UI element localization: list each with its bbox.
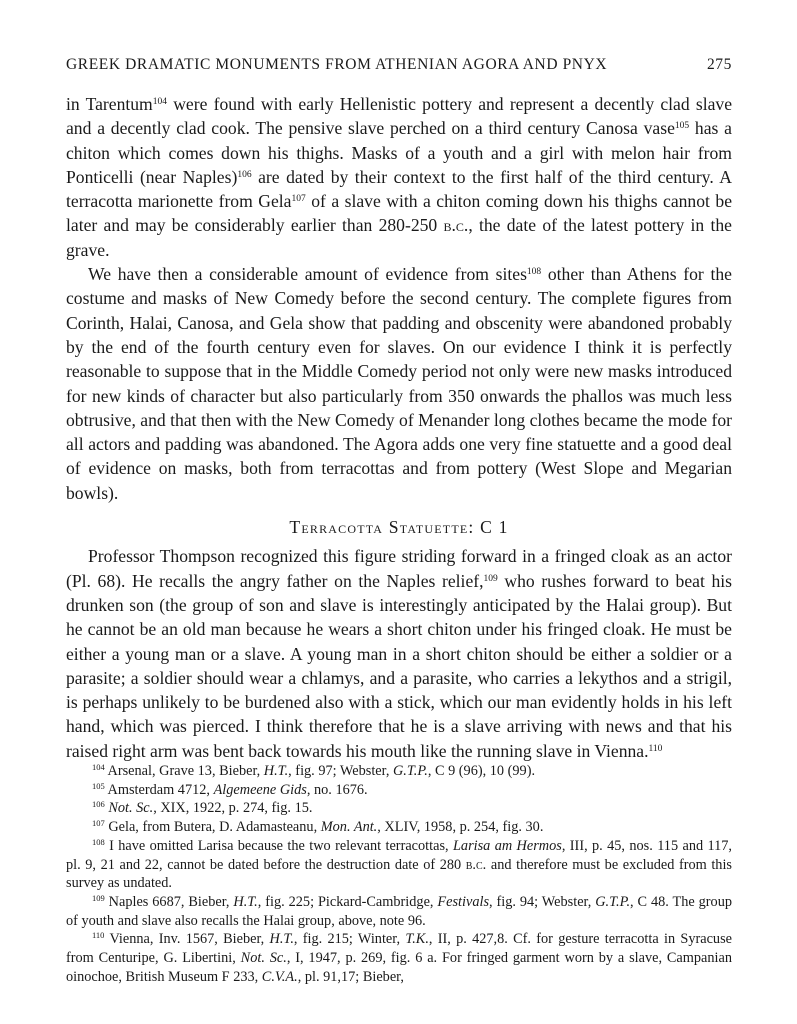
text-run: , fig. 97; Webster, <box>288 763 393 779</box>
footnote-105 <box>66 781 732 800</box>
section-heading: Terracotta Statuette: C 1 <box>289 517 509 538</box>
text-run: , the date of the latest pottery in the grave. <box>66 215 732 260</box>
text-run: Amsterdam 4712, <box>104 781 214 798</box>
text-run: other than Athens for the costume and masks of New Comedy before the second century. The complete figures from Corinth, Halai, Canosa, and Gela show that padding and obscenity were abandoned probably by the end of the fourth century even for slaves. On our evidence I think it is perfectly reasonable to suppose that in the Middle Comedy period not only were new masks introduced for new kinds of character but also particularly from 350 onwards the phallos was much less obtrusive, and that then with the New Comedy of Menander long clothes became the mode for all actors and padding was abandoned. The Agora adds one very fine statuette and a good deal of evidence on masks, both from terracottas and from pottery (West Slope and Megarian bowls). <box>66 264 732 503</box>
text-run: , I, 1947, p. 269, fig. 6 a. For fringed garment worn by a slave, Campanian oinochoe, British Museum F 233, <box>66 950 733 985</box>
citation-title: Algemeene Gids <box>213 781 307 798</box>
footnote-number: 105 <box>92 780 105 791</box>
text-run: Arsenal, Grave 13, Bieber, <box>104 763 264 779</box>
footnote-106 <box>66 799 732 818</box>
footnote-ref-110[interactable]: 110 <box>648 743 663 754</box>
text-run: who rushes forward to beat his drunken son (the group of son and slave is interestingly anticipated by the Halai group). But he cannot be an old man because he wears a short chiton under his fringed cloak. He must be either a young man or a slave. A young man in a short chiton should be either a soldier or a parasite; a soldier should wear a chlamys, and a parasite, who carries a lekythos and a strigil, is perhaps unlikely to be burdened also with a stick, which our man evidently holds in his left hand, which was pierced. I think therefore that he is a slave arriving with news and that his raised right arm was bent back towards his mouth like the running slave in Vienna. <box>66 570 732 761</box>
footnote-ref-106[interactable]: 106 <box>237 169 252 180</box>
citation-title: H.T. <box>233 893 258 910</box>
citation-title: Not. Sc. <box>240 950 287 967</box>
footnote-number: 107 <box>92 818 105 829</box>
text-run: , no. 1676. <box>306 781 368 798</box>
running-title: GREEK DRAMATIC MONUMENTS FROM ATHENIAN AGORA AND PNYX <box>66 56 608 73</box>
text-run: , fig. 225; Pickard-Cambridge, <box>257 893 438 910</box>
footnote-110 <box>66 930 732 986</box>
text-run: We have then a considerable amount of evidence from sites <box>88 264 527 285</box>
citation-title: T.K. <box>405 931 429 948</box>
text-run: were found with early Hellenistic pottery and represent a decently clad slave and a decently clad cook. The pensive slave perched on a third century Canosa vase <box>66 94 732 139</box>
citation-title: Larisa am Hermos <box>452 837 562 854</box>
citation-title: Festivals <box>437 893 490 910</box>
citation-title: G.T.P. <box>392 763 428 779</box>
text-run: of a slave with a chiton coming down his thighs cannot be later and may be considerably earlier than 280-250 <box>66 191 732 236</box>
text-run: and therefore must be excluded from this survey as undated. <box>66 856 732 892</box>
paragraph-1 <box>66 92 732 262</box>
text-run: Professor Thompson recognized this figure striding forward in a fringed cloak as an actor (Pl. 68). He recalls the angry father on the Naples relief, <box>66 546 732 591</box>
text-run: , II, p. 427,8. Cf. for gesture terracotta in Syracuse from Centuripe, G. Libertini, <box>66 931 732 967</box>
citation-title: H.T. <box>269 931 294 948</box>
footnote-108 <box>66 837 732 893</box>
footnote-109 <box>66 893 732 930</box>
running-header <box>66 56 732 80</box>
citation-title: G.T.P. <box>595 893 631 910</box>
footnote-ref-109[interactable]: 109 <box>483 573 498 584</box>
citation-title: C.V.A. <box>261 968 298 985</box>
text-run: Naples 6687, Bieber, <box>104 893 234 910</box>
text-run: are dated by their context to the first half of the third century. A terracotta marionette from Gela <box>66 166 732 212</box>
footnote-number: 104 <box>92 762 105 772</box>
text-run: in Tarentum <box>66 94 153 114</box>
paragraph-3 <box>66 544 732 763</box>
footnote-ref-108[interactable]: 108 <box>526 267 542 278</box>
citation-title: H.T. <box>263 763 289 779</box>
text-run: , XLIV, 1958, p. 254, fig. 30. <box>377 819 544 836</box>
era-abbrev: b.c. <box>465 856 487 873</box>
footnote-number: 108 <box>92 836 105 847</box>
paragraph-2 <box>66 262 732 505</box>
main-text <box>66 92 732 763</box>
footnote-number: 106 <box>92 799 105 810</box>
page-number: 275 <box>706 56 732 73</box>
footnote-number: 109 <box>92 892 105 903</box>
text-run: I have omitted Larisa because the two relevant terracottas, <box>104 837 453 854</box>
text-run: , pl. 91,17; Bieber, <box>297 968 404 985</box>
text-run: , XIX, 1922, p. 274, fig. 15. <box>153 800 313 817</box>
era-abbrev: b.c. <box>443 215 469 236</box>
text-run: , C 9 (96), 10 (99). <box>427 763 536 779</box>
text-run: , III, p. 45, nos. 115 and 117, pl. 9, 21 and 22, cannot be dated before the destruction date of 280 <box>66 837 732 873</box>
footnote-ref-104[interactable]: 104 <box>152 97 167 107</box>
footnote-number: 110 <box>92 930 105 941</box>
footnotes <box>66 762 732 986</box>
text-run: Vienna, Inv. 1567, Bieber, <box>104 931 270 948</box>
text-run: has a chiton which comes down his thighs. Masks of a youth and a girl with melon hair from Ponticelli (near Naples) <box>66 118 732 187</box>
text-run: Gela, from Butera, D. Adamasteanu, <box>104 819 321 836</box>
citation-title: Mon. Ant. <box>320 819 378 836</box>
text-run: , fig. 215; Winter, <box>293 931 406 948</box>
footnote-ref-105[interactable]: 105 <box>674 121 690 132</box>
footnote-ref-107[interactable]: 107 <box>291 194 306 205</box>
text-run: , fig. 94; Webster, <box>489 893 596 910</box>
text-run: , C 48. The group of youth and slave also recalls the Halai group, above, note 96. <box>66 893 733 929</box>
citation-title: Not. Sc. <box>108 800 154 817</box>
footnote-107 <box>66 818 732 837</box>
footnote-104 <box>66 762 732 781</box>
